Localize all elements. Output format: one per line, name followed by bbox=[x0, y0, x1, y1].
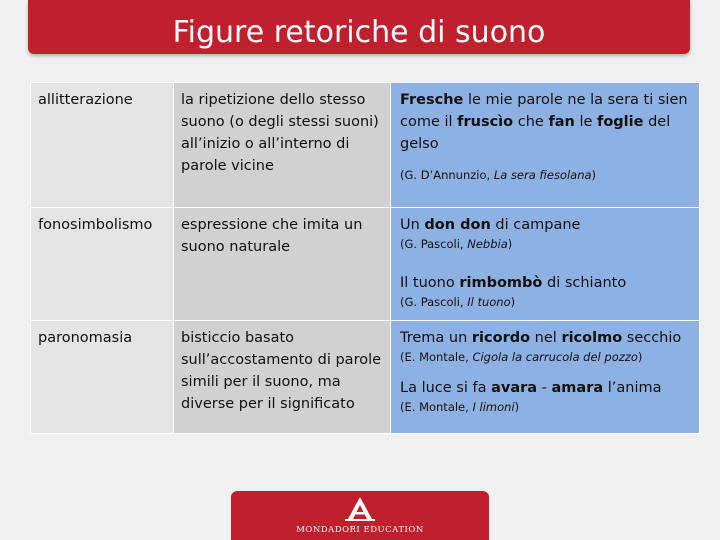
verse-text: che bbox=[513, 114, 549, 130]
slide-title: Figure retoriche di suono bbox=[28, 0, 690, 54]
verse-text: le bbox=[574, 114, 598, 130]
definition-cell bbox=[174, 321, 391, 434]
verse-text: Trema un bbox=[400, 330, 472, 346]
example-source: (G. Pascoli, Il tuono) bbox=[400, 295, 516, 309]
highlighted-sound-word: ricordo bbox=[471, 330, 531, 346]
mondadori-a-logo-icon bbox=[343, 497, 377, 521]
table-row bbox=[31, 83, 700, 208]
highlighted-sound-word: foglie bbox=[597, 114, 644, 130]
figures-table bbox=[30, 82, 700, 434]
verse-text: Un bbox=[400, 217, 425, 233]
verse-text: Il tuono bbox=[400, 275, 460, 291]
example-cell bbox=[391, 321, 700, 434]
example-verse bbox=[400, 377, 692, 399]
term-label: paronomasia bbox=[38, 330, 133, 346]
table-row bbox=[31, 208, 700, 321]
highlighted-sound-word: rimbombò bbox=[459, 275, 543, 291]
term-cell bbox=[31, 83, 174, 208]
highlighted-sound-word: avara bbox=[491, 380, 538, 396]
verse-text: - bbox=[537, 380, 552, 396]
definition-text: espressione che imita un suono naturale bbox=[181, 217, 363, 255]
example-cell bbox=[391, 208, 700, 321]
example-cell bbox=[391, 83, 700, 208]
example-verse bbox=[400, 89, 692, 155]
highlighted-sound-word: don don bbox=[424, 217, 491, 233]
example-verse bbox=[400, 214, 692, 236]
verse-text: di schianto bbox=[542, 275, 627, 291]
example-source: (E. Montale, I limoni) bbox=[400, 400, 520, 414]
term-label: fonosimbolismo bbox=[38, 217, 153, 233]
example-verse bbox=[400, 272, 692, 294]
table-row bbox=[31, 321, 700, 434]
example-verse bbox=[400, 327, 692, 349]
highlighted-sound-word: amara bbox=[551, 380, 604, 396]
verse-text: La luce si fa bbox=[400, 380, 492, 396]
example-source: (G. D’Annunzio, La sera fiesolana) bbox=[400, 168, 597, 182]
term-label: allitterazione bbox=[38, 92, 133, 108]
definition-cell bbox=[174, 83, 391, 208]
definition-text: bisticcio basato sull’accostamento di parole simili per il suono, ma diverse per il significato bbox=[181, 330, 382, 412]
example-source: (G. Pascoli, Nebbia) bbox=[400, 237, 513, 251]
definition-cell bbox=[174, 208, 391, 321]
publisher-footer bbox=[231, 491, 489, 540]
verse-text: secchio bbox=[622, 330, 682, 346]
example-source: (E. Montale, Cigola la carrucola del pozzo) bbox=[400, 350, 643, 364]
highlighted-sound-word: Fresche bbox=[400, 92, 464, 108]
verse-text: le mie parole ne la sera ti sien come il bbox=[400, 92, 688, 130]
highlighted-sound-word: fan bbox=[548, 114, 575, 130]
verse-text: del gelso bbox=[400, 114, 671, 152]
term-cell bbox=[31, 321, 174, 434]
verse-text: di campane bbox=[490, 217, 581, 233]
verse-text: nel bbox=[530, 330, 562, 346]
publisher-name: MONDADORI EDUCATION bbox=[296, 525, 424, 535]
highlighted-sound-word: ricolmo bbox=[561, 330, 623, 346]
definition-text: la ripetizione dello stesso suono (o degli stessi suoni) all’inizio o all’interno di parole vicine bbox=[181, 92, 379, 174]
term-cell bbox=[31, 208, 174, 321]
highlighted-sound-word: fruscìo bbox=[457, 114, 514, 130]
verse-text: l’anima bbox=[603, 380, 662, 396]
